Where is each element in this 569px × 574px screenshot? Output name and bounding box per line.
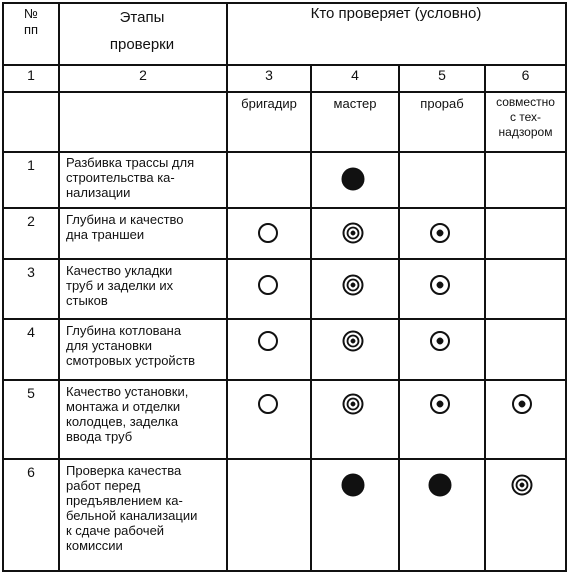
- header-no: № пп: [23, 6, 39, 37]
- row-1-no: 1: [27, 157, 35, 173]
- header-stages: Этапы проверки: [109, 9, 175, 53]
- row-6-no: 6: [27, 464, 35, 480]
- mark-r6-c4-filled-circle: [342, 474, 364, 496]
- mark-r3-c3-open-circle: [259, 276, 277, 294]
- mark-r2-c4-double-ring-center: [351, 231, 355, 235]
- mark-r3-c4-double-ring-center: [351, 283, 355, 287]
- row-5-no: 5: [27, 385, 35, 401]
- role-brigadier: бригадир: [241, 96, 297, 111]
- row-2-no: 2: [27, 213, 35, 229]
- row-6-stage: Проверка качества работ перед предъявлением ка- бельной канализации к сдаче рабочей комиссии: [66, 463, 198, 553]
- mark-r4-c4-double-ring-center: [351, 339, 355, 343]
- row-4-no: 4: [27, 324, 35, 340]
- row-3-no: 3: [27, 264, 35, 280]
- row-3-stage: Качество укладки труб и заделки их стыков: [66, 263, 174, 308]
- colnum-3: 3: [265, 67, 273, 83]
- mark-r5-c6-ring-dot-center: [519, 401, 525, 407]
- colnum-6: 6: [521, 67, 530, 83]
- mark-r5-c3-open-circle: [259, 395, 277, 413]
- mark-r6-c5-filled-circle: [429, 474, 451, 496]
- colnum-2: 2: [139, 67, 147, 83]
- mark-r5-c4-double-ring-center: [351, 402, 355, 406]
- mark-r1-c4-filled-circle: [342, 168, 364, 190]
- colnum-4: 4: [351, 67, 359, 83]
- role-with-tech-supervision: совместно с тех- надзором: [496, 95, 555, 139]
- header-who-checks: Кто проверяет (условно): [310, 5, 482, 22]
- mark-r3-c5-ring-dot-center: [437, 282, 443, 288]
- mark-r2-c5-ring-dot-center: [437, 230, 443, 236]
- row-1-stage: Разбивка трассы для строительства ка- нализации: [66, 155, 195, 200]
- mark-r6-c6-double-ring-center: [520, 483, 524, 487]
- role-master: мастер: [333, 96, 377, 111]
- colnum-5: 5: [438, 67, 446, 83]
- row-2-stage: Глубина и качество дна траншеи: [66, 212, 184, 242]
- row-5-stage: Качество установки, монтажа и отделки колодцев, заделка ввода труб: [66, 384, 189, 444]
- role-prorab: прораб: [420, 96, 464, 111]
- mark-r4-c3-open-circle: [259, 332, 277, 350]
- mark-r2-c3-open-circle: [259, 224, 277, 242]
- row-4-stage: Глубина котлована для установки смотровых устройств: [66, 323, 196, 368]
- mark-r4-c5-ring-dot-center: [437, 338, 443, 344]
- mark-r5-c5-ring-dot-center: [437, 401, 443, 407]
- colnum-1: 1: [27, 67, 35, 83]
